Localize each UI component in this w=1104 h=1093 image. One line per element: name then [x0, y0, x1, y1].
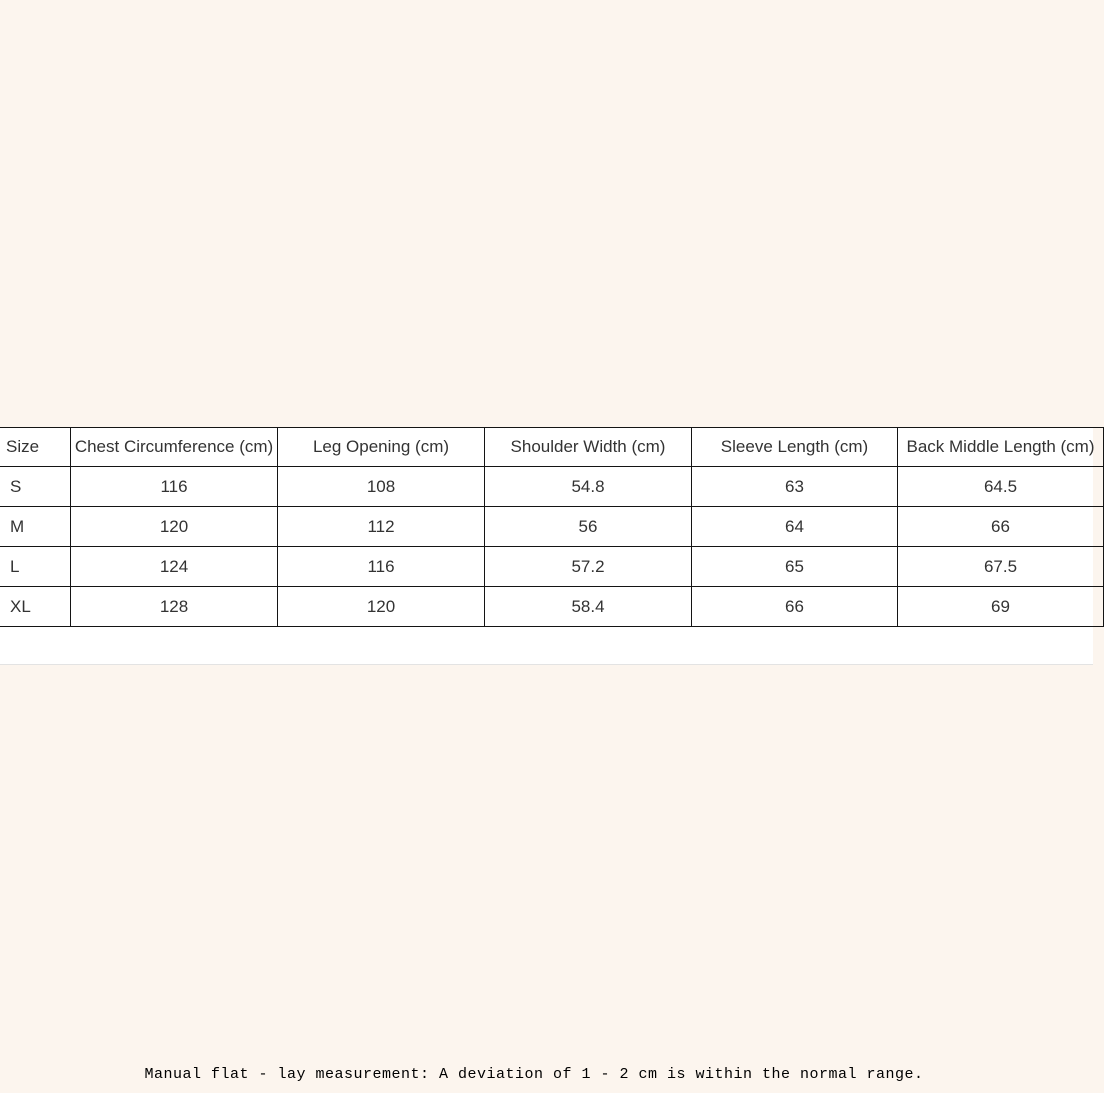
column-header-chest-circumference: Chest Circumference (cm): [71, 428, 278, 467]
value-cell: 66: [692, 587, 898, 627]
value-cell: 128: [71, 587, 278, 627]
measurement-note: Manual flat - lay measurement: A deviation of 1 - 2 cm is within the normal range.: [144, 1066, 924, 1083]
value-cell: 66: [898, 507, 1104, 547]
value-cell: 116: [278, 547, 485, 587]
column-header-size: Size: [0, 428, 71, 467]
table-row-xl: [0, 587, 1104, 627]
column-header-back-middle-length: Back Middle Length (cm): [898, 428, 1104, 467]
value-cell: 116: [71, 467, 278, 507]
value-cell: 63: [692, 467, 898, 507]
value-cell: 120: [71, 507, 278, 547]
size-chart-table: [0, 427, 1104, 627]
value-cell: 120: [278, 587, 485, 627]
size-label-cell: S: [0, 467, 71, 507]
value-cell: 108: [278, 467, 485, 507]
value-cell: 58.4: [485, 587, 692, 627]
column-header-sleeve-length: Sleeve Length (cm): [692, 428, 898, 467]
value-cell: 112: [278, 507, 485, 547]
header-row: [0, 428, 1104, 467]
size-label-cell: L: [0, 547, 71, 587]
size-label-cell: XL: [0, 587, 71, 627]
value-cell: 57.2: [485, 547, 692, 587]
column-header-shoulder-width: Shoulder Width (cm): [485, 428, 692, 467]
value-cell: 65: [692, 547, 898, 587]
value-cell: 64.5: [898, 467, 1104, 507]
value-cell: 56: [485, 507, 692, 547]
value-cell: 67.5: [898, 547, 1104, 587]
value-cell: 69: [898, 587, 1104, 627]
column-header-leg-opening: Leg Opening (cm): [278, 428, 485, 467]
table-row-m: [0, 507, 1104, 547]
size-label-cell: M: [0, 507, 71, 547]
table-row-l: [0, 547, 1104, 587]
table-row-s: [0, 467, 1104, 507]
value-cell: 124: [71, 547, 278, 587]
size-chart-panel: [0, 427, 1095, 1083]
value-cell: 54.8: [485, 467, 692, 507]
value-cell: 64: [692, 507, 898, 547]
